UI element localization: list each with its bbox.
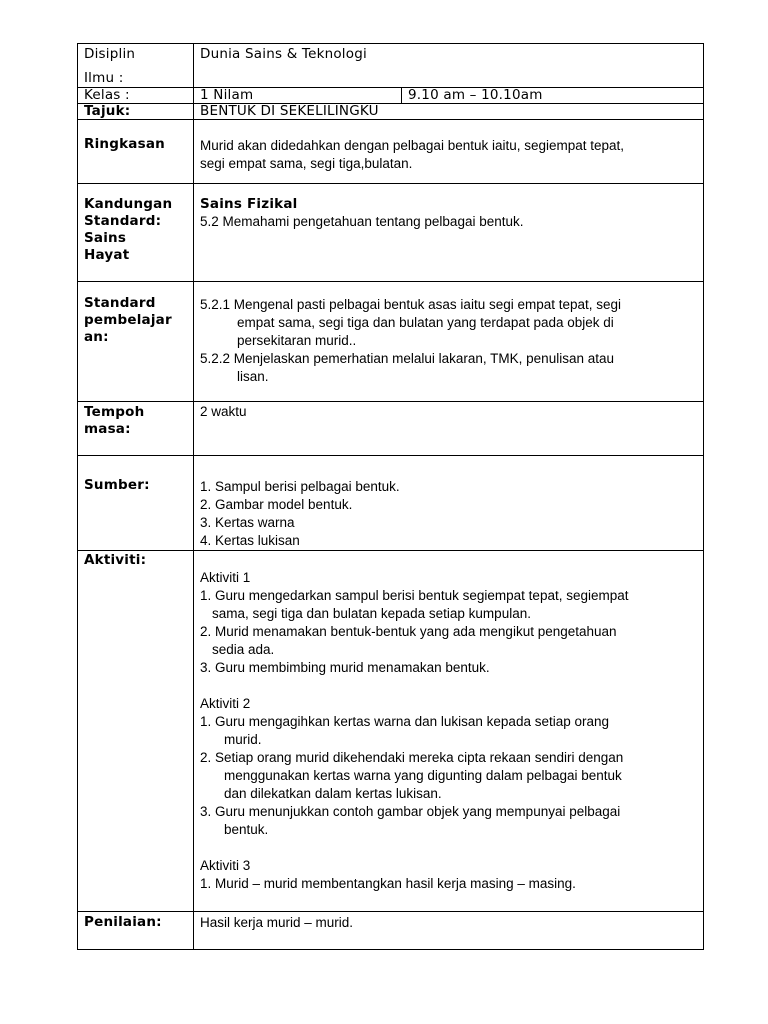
aktiviti-3-item: 1. Murid – murid membentangkan hasil kerja masing – masing. (200, 876, 576, 891)
tajuk-value: BENTUK DI SEKELILINGKU (200, 103, 379, 119)
ringkasan-value-cell (194, 120, 704, 184)
row-disiplin (78, 44, 704, 88)
aktiviti-1-item: 2. Murid menamakan bentuk-bentuk yang ada mengikut pengetahuan (200, 624, 617, 639)
tempoh-label-1: Tempoh (84, 404, 145, 420)
tempoh-value-cell (194, 402, 704, 456)
aktiviti-2-title: Aktiviti 2 (200, 696, 251, 711)
kandungan-heading: Sains Fizikal (200, 196, 298, 212)
tempoh-label-2: masa: (84, 421, 131, 437)
sumber-item: 2. Gambar model bentuk. (200, 497, 353, 512)
standard-label-1: Standard (84, 295, 156, 311)
aktiviti-2-item: 1. Guru mengagihkan kertas warna dan lukisan kepada setiap orang (200, 714, 610, 729)
ringkasan-label-cell (78, 120, 194, 184)
kelas-label: Kelas : (84, 87, 130, 103)
aktiviti-2-item: menggunakan kertas warna yang digunting dalam pelbagai bentuk (224, 768, 622, 783)
lesson-plan-table (77, 43, 704, 950)
row-tajuk (78, 104, 704, 120)
tajuk-label-cell (78, 104, 194, 120)
tajuk-label: Tajuk: (84, 103, 131, 119)
kelas-value: 1 Nilam (200, 87, 254, 103)
sumber-label: Sumber: (84, 477, 150, 493)
tempoh-value: 2 waktu (200, 404, 247, 419)
standard-label-3: an: (84, 329, 109, 345)
standard-value-cell (194, 282, 704, 402)
row-aktiviti (78, 551, 704, 912)
disiplin-value-cell (194, 44, 704, 88)
aktiviti-2-item: dan dilekatkan dalam kertas lukisan. (224, 786, 442, 801)
aktiviti-2-item: 2. Setiap orang murid dikehendaki mereka cipta rekaan sendiri dengan (200, 750, 624, 765)
tempoh-label-cell (78, 402, 194, 456)
ringkasan-line2: segi empat sama, segi tiga,bulatan. (200, 156, 413, 171)
aktiviti-2-item: murid. (224, 732, 262, 747)
standard-s1-line2: empat sama, segi tiga dan bulatan yang terdapat pada objek di (237, 315, 614, 330)
row-standard (78, 282, 704, 402)
standard-s2-line1: 5.2.2 Menjelaskan pemerhatian melalui lakaran, TMK, penulisan atau (200, 351, 614, 366)
aktiviti-value-cell (194, 551, 704, 912)
disiplin-label: Disiplin (84, 46, 136, 62)
ringkasan-line1: Murid akan didedahkan dengan pelbagai bentuk iaitu, segiempat tepat, (200, 138, 625, 153)
disiplin-label-ilmu: Ilmu : (84, 70, 124, 86)
sumber-label-cell (78, 456, 194, 551)
penilaian-label-cell (78, 912, 194, 950)
sumber-value-cell (194, 456, 704, 551)
kelas-value-cell (194, 88, 402, 104)
standard-label-cell (78, 282, 194, 402)
aktiviti-3-title: Aktiviti 3 (200, 858, 251, 873)
ringkasan-label: Ringkasan (84, 136, 165, 152)
tajuk-value-cell (194, 104, 704, 120)
standard-s1-line1: 5.2.1 Mengenal pasti pelbagai bentuk asas iaitu segi empat tepat, segi (200, 297, 622, 312)
kandungan-label-2: Standard: (84, 213, 162, 229)
kandungan-label-1: Kandungan (84, 196, 173, 212)
standard-s1-line3: persekitaran murid.. (237, 333, 357, 348)
aktiviti-1-item: 1. Guru mengedarkan sampul berisi bentuk segiempat tepat, segiempat (200, 588, 629, 603)
kandungan-label-3: Sains (84, 230, 127, 246)
penilaian-value-cell (194, 912, 704, 950)
kelas-label-cell (78, 88, 194, 104)
aktiviti-1-title: Aktiviti 1 (200, 570, 251, 585)
kandungan-text: 5.2 Memahami pengetahuan tentang pelbagai bentuk. (200, 214, 524, 229)
aktiviti-2-item: 3. Guru menunjukkan contoh gambar objek yang mempunyai pelbagai (200, 804, 621, 819)
row-sumber (78, 456, 704, 551)
aktiviti-1-item: 3. Guru membimbing murid menamakan bentuk. (200, 660, 490, 675)
row-kandungan (78, 184, 704, 282)
aktiviti-2-item: bentuk. (224, 822, 269, 837)
sumber-item: 3. Kertas warna (200, 515, 295, 530)
aktiviti-1-item: sedia ada. (212, 642, 275, 657)
sumber-item: 1. Sampul berisi pelbagai bentuk. (200, 479, 400, 494)
row-kelas (78, 88, 704, 104)
disiplin-label-cell (78, 44, 194, 88)
aktiviti-label: Aktiviti: (84, 552, 147, 568)
kandungan-label-4: Hayat (84, 247, 130, 263)
kandungan-value-cell (194, 184, 704, 282)
penilaian-label: Penilaian: (84, 914, 162, 930)
sumber-item: 4. Kertas lukisan (200, 533, 300, 548)
row-tempoh (78, 402, 704, 456)
aktiviti-1-item: sama, segi tiga dan bulatan kepada setiap kumpulan. (212, 606, 531, 621)
penilaian-value: Hasil kerja murid – murid. (200, 915, 354, 930)
disiplin-value: Dunia Sains & Teknologi (200, 46, 367, 62)
kelas-time: 9.10 am – 10.10am (408, 87, 543, 103)
kandungan-label-cell (78, 184, 194, 282)
row-penilaian (78, 912, 704, 950)
standard-label-2: pembelajar (84, 312, 172, 328)
aktiviti-label-cell (78, 551, 194, 912)
kelas-time-cell (402, 88, 704, 104)
row-ringkasan (78, 120, 704, 184)
standard-s2-line2: lisan. (237, 369, 269, 384)
